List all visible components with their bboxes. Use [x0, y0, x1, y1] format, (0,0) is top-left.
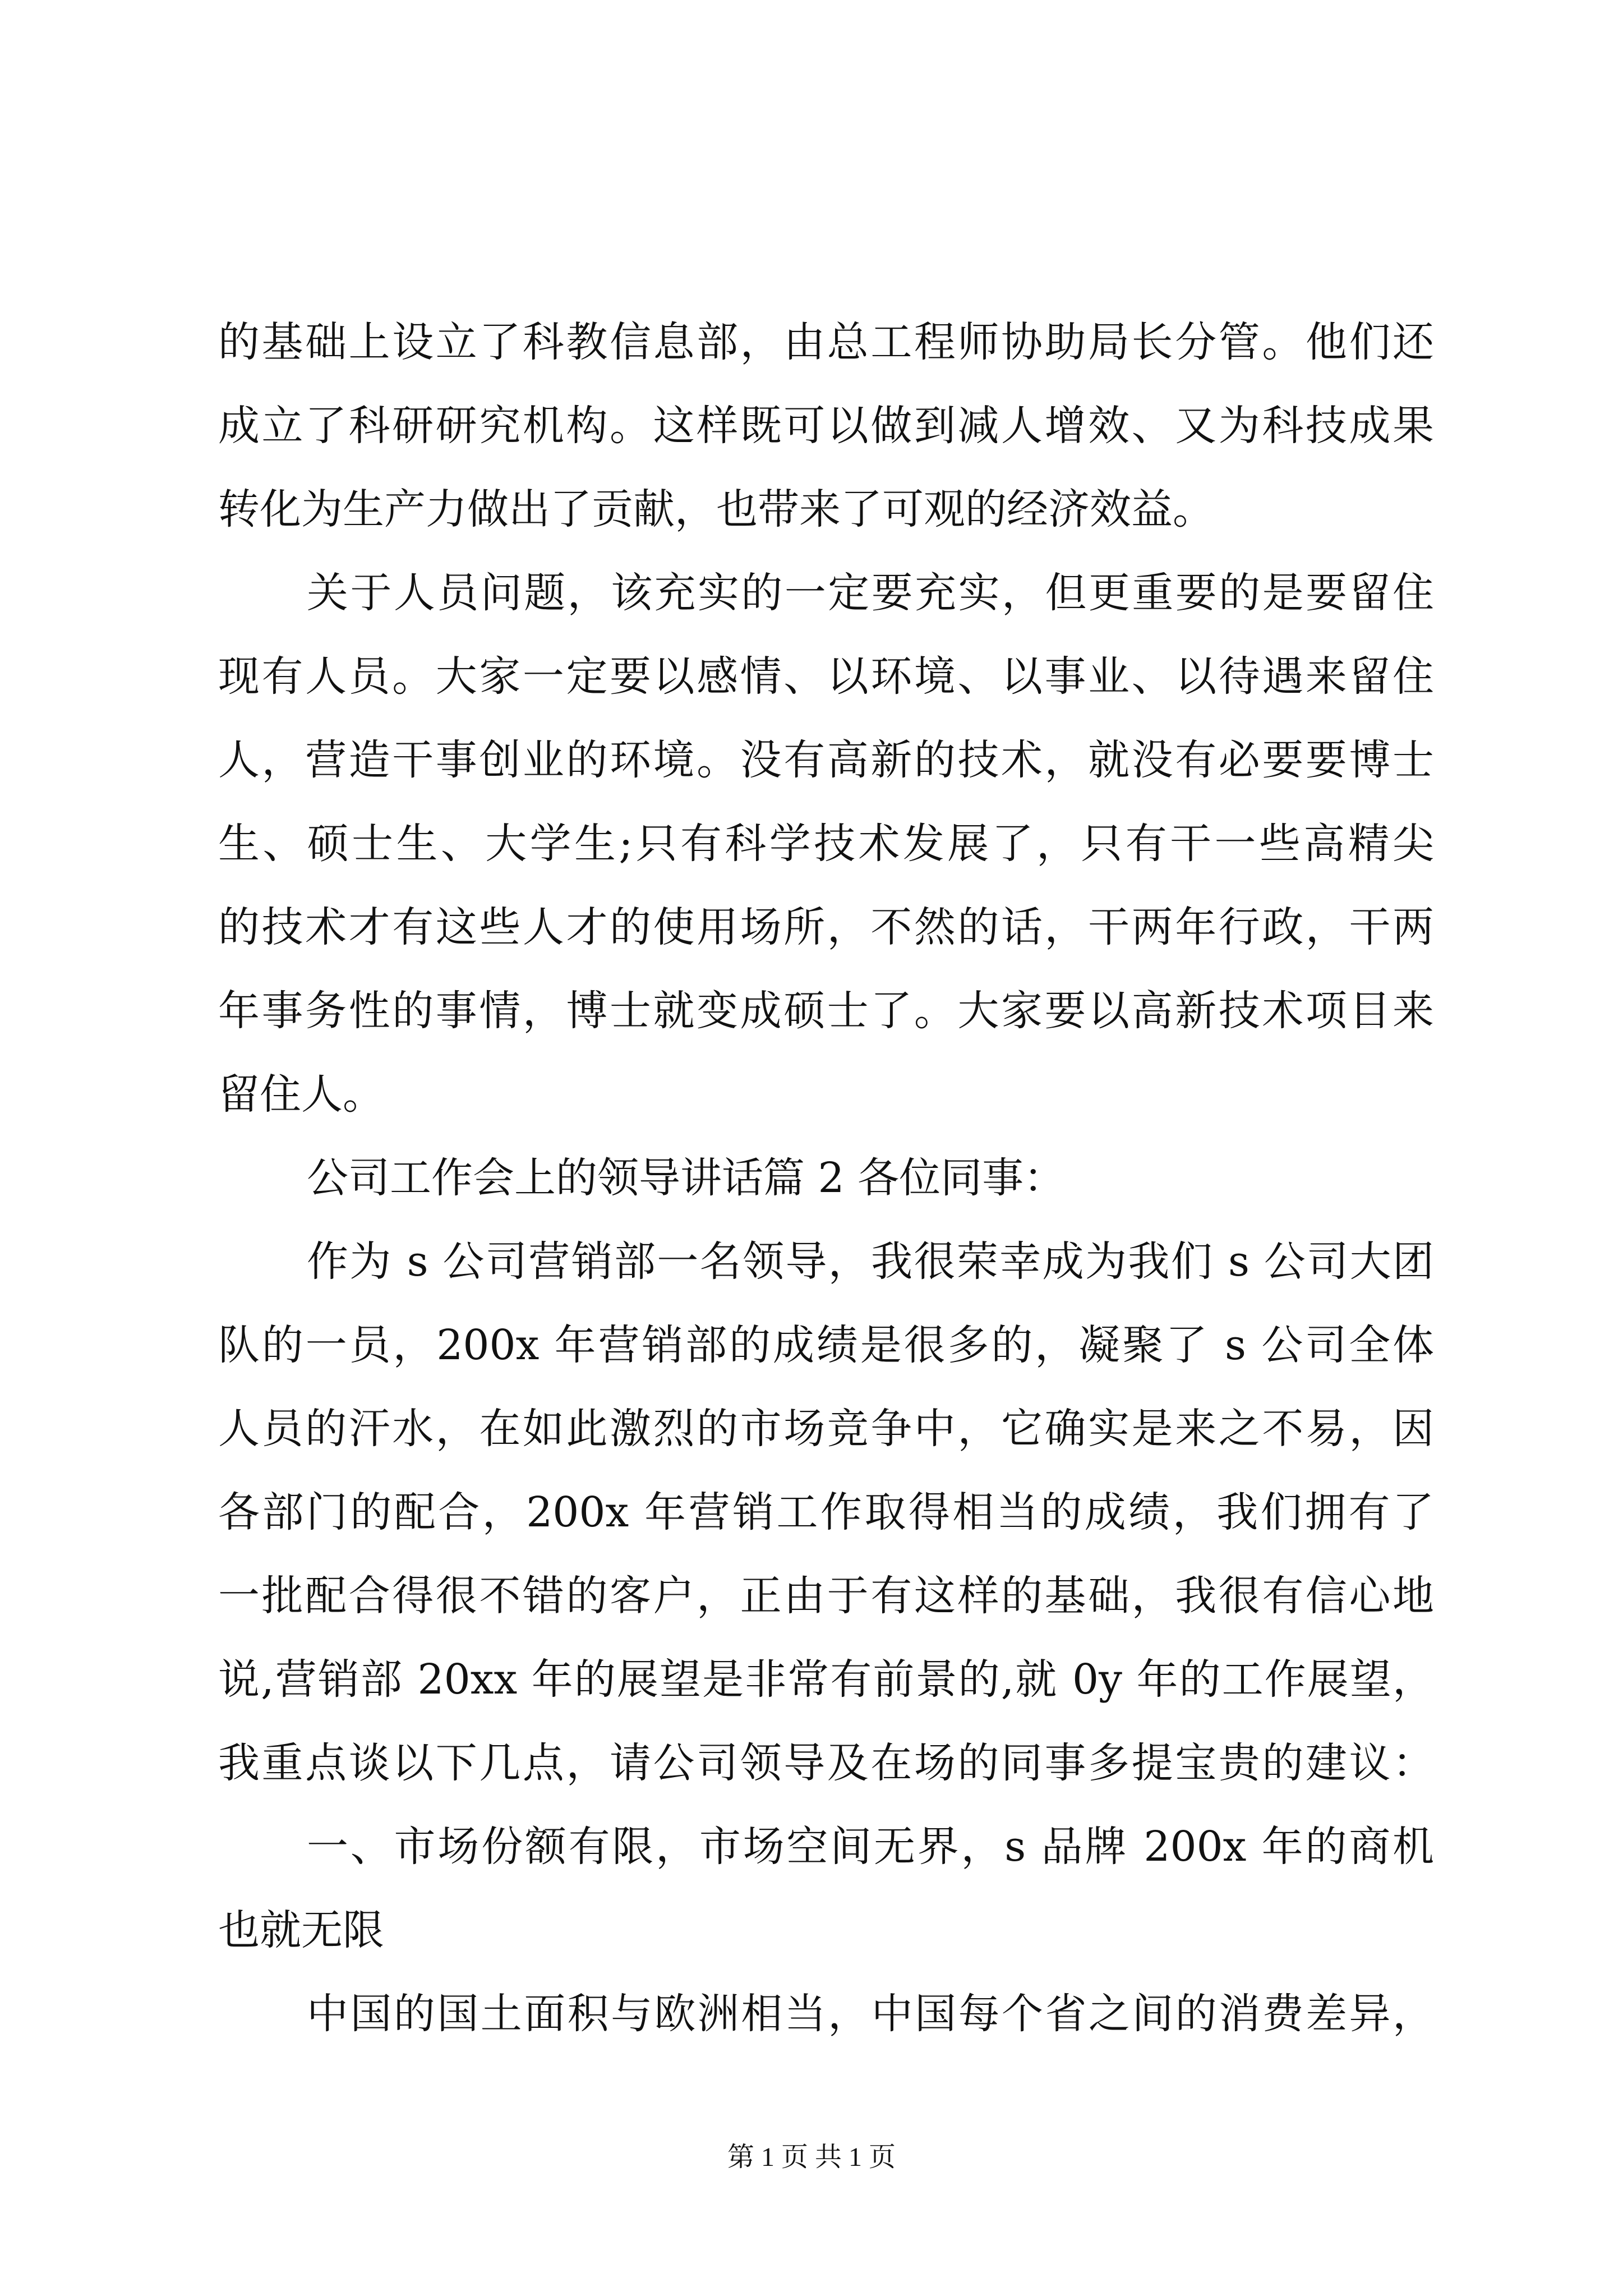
text-line: 的基础上设立了科教信息部，由总工程师协助局长分管。他们还: [218, 318, 1434, 366]
text-line: 人员的汗水，在如此激烈的市场竞争中，它确实是来之不易，因: [218, 1405, 1434, 1453]
text-line: 公司工作会上的领导讲话篇 2 各位同事：: [307, 1154, 1066, 1202]
text-line: 生、硕士生、大学生;只有科学技术发展了，只有干一些高精尖: [218, 820, 1434, 868]
text-line: 成立了科研研究机构。这样既可以做到减人增效、又为科技成果: [218, 402, 1434, 450]
paragraph: [218, 551, 1434, 1137]
paragraph: [218, 1972, 1434, 2056]
page-footer: 第 1 页 共 1 页: [727, 2142, 896, 2172]
text-line: 我重点谈以下几点，请公司领导及在场的同事多提宝贵的建议：: [218, 1739, 1434, 1787]
text-line: 年事务性的事情，博士就变成硕士了。大家要以高新技术项目来: [218, 987, 1434, 1035]
text-line: 人，营造干事创业的环境。没有高新的技术，就没有必要要博士: [218, 736, 1434, 784]
text-line: 关于人员问题，该充实的一定要充实，但更重要的是要留住: [307, 569, 1434, 617]
paragraph: [218, 1805, 1434, 1972]
paragraph: [218, 301, 1434, 551]
text-line: 现有人员。大家一定要以感情、以环境、以事业、以待遇来留住: [218, 652, 1434, 701]
document-body: [218, 301, 1434, 2056]
text-line: 留住人。: [218, 1070, 384, 1119]
text-line: 作为 s 公司营销部一名领导，我很荣幸成为我们 s 公司大团: [307, 1237, 1434, 1286]
text-line: 一批配合得很不错的客户，正由于有这样的基础，我很有信心地: [218, 1572, 1434, 1620]
text-line: 的技术才有这些人才的使用场所，不然的话，干两年行政，干两: [218, 903, 1434, 951]
section-heading-paragraph: [218, 1137, 1434, 1220]
text-line: 转化为生产力做出了贡献，也带来了可观的经济效益。: [218, 485, 1214, 533]
text-line: 各部门的配合，200x 年营销工作取得相当的成绩，我们拥有了: [218, 1488, 1434, 1536]
text-line: 一、市场份额有限，市场空间无界，s 品牌 200x 年的商机: [307, 1823, 1434, 1871]
text-line: 也就无限: [218, 1906, 384, 1954]
paragraph: [218, 1220, 1434, 1805]
text-line: 队的一员，200x 年营销部的成绩是很多的，凝聚了 s 公司全体: [218, 1321, 1434, 1369]
text-line: 说,营销部 20xx 年的展望是非常有前景的,就 0y 年的工作展望，: [218, 1655, 1434, 1704]
text-line: 中国的国土面积与欧洲相当，中国每个省之间的消费差异，: [307, 1990, 1434, 2038]
